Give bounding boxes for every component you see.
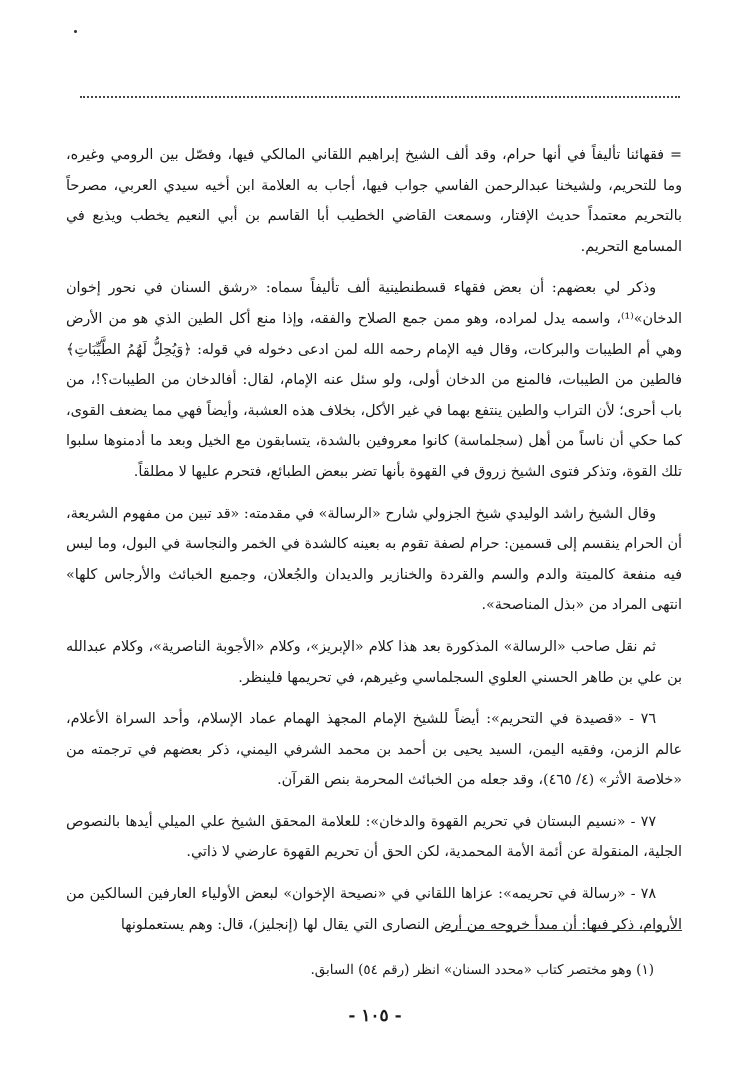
paragraph: وقال الشيخ راشد الوليدي شيخ الجزولي شارح «الرسالة» في مقدمته: «قد تبين من مفهوم الشريعة، أن الحرام ينقسم إلى قسمين: حرام لصفة تقوم به بعينه كالشدة في الخمر والنجاسة في البول، وما ليس فيه منفعة كالميتة والدم والسم والقردة والخنازير والديدان والجُعلان، وجميع الخبائث والأرجاس كلها» انتهى المراد من «بذل المناصحة».: [66, 505, 682, 614]
header-dotted-rule: [80, 96, 680, 98]
page-number: - ١٠٥ -: [348, 1006, 402, 1026]
paragraph: وذكر لي بعضهم: أن بعض فقهاء قسطنطينية ألف تأليفاً سماه: «رشق السنان في نحور إخوان الدخان»⁽¹⁾، واسمه يدل لمراده، وهو ممن جمع الصلاح والفقه، وإذا منع أكل الطين الذي هو من الأرض وهي أم الطيبات والبركات، وقال فيه الإمام رحمه الله لمن ادعى دخوله في قوله: ﴿وَيُحِلُّ لَهُمُ الطَّيِّبَاتِ﴾ فالطين من الطيبات، فالمنع من الدخان أولى، ولو سئل عنه الإمام، لقال: أفالدخان من الطيبات؟!، من باب أحرى؛ لأن التراب والطين ينتفع بهما في غير الأكل، بخلاف هذه العشبة، وأيضاً فهي مما يضعف القوى، كما حكي أن ناساً من أهل (سجلماسة) كانوا معروفين بالشدة، يتسابقون مع الخيل وبعد ما أدمنوها سلبوا تلك القوة، وتذكر فتوى الشيخ زروق في القهوة بأنها تضر ببعض الطبائع، فتحرم عليها لا مطلقاً.: [66, 280, 682, 480]
body-text: [66, 140, 682, 951]
paragraph-continuation: = فقهائنا تأليفاً في أنها حرام، وقد ألف الشيخ إبراهيم اللقاني المالكي فيها، وفصّل بين الرومي وغيره، وما للتحريم، ولشيخنا عبدالرحمن الفاسي جواب فيها، أجاب به العلامة ابن أخيه سيدي العربي، مصرحاً بالتحريم معتمداً حديث الإفتار، وسمعت القاضي الخطيب أبا القاسم بن أبي النعيم يخطب ويذيع في المسامع التحريم.: [66, 147, 682, 255]
entry-78: ٧٨ - «رسالة في تحريمه»: عزاها اللقاني في «نصيحة الإخوان» لبعض الأولياء العارفين السالكين من الأروام، ذكر فيها: أن مبدأ خروجه من أرض النصارى التي يقال لها (إنجليز)، قال: وهم يستعملونها: [66, 886, 682, 933]
footnote-rule: [446, 930, 682, 931]
entry-76: ٧٦ - «قصيدة في التحريم»: أيضاً للشيخ الإمام المجهذ الهمام عماد الإسلام، وأحد السراة الأعلام، عالم الزمن، وفقيه اليمن، السيد يحيى بن أحمد بن محمد الشرفي اليمني، ذكر بعضهم في ترجمته من «خلاصة الأثر» (٤/ ٤٦٥)، وقد جعله من الخبائث المحرمة بنص القرآن.: [66, 711, 682, 789]
entry-77: ٧٧ - «نسيم البستان في تحريم القهوة والدخان»: للعلامة المحقق الشيخ علي الميلي أيدها بالنصوص الجلية، المنقولة عن أئمة الأمة المحمدية، لكن الحق أن تحريم القهوة عارضي لا ذاتي.: [66, 813, 682, 861]
paragraph: ثم نقل صاحب «الرسالة» المذكورة بعد هذا كلام «الإبريز»، وكلام «الأجوبة الناصرية»، وكلام عبدالله بن علي بن طاهر الحسني العلوي السجلماسي وغيرهم، في تحريمها فلينظر.: [66, 638, 682, 686]
scan-speck: [74, 30, 77, 33]
footnote: (١) وهو مختصر كتاب «محدد السنان» انظر (رقم ٥٤) السابق.: [310, 962, 654, 978]
